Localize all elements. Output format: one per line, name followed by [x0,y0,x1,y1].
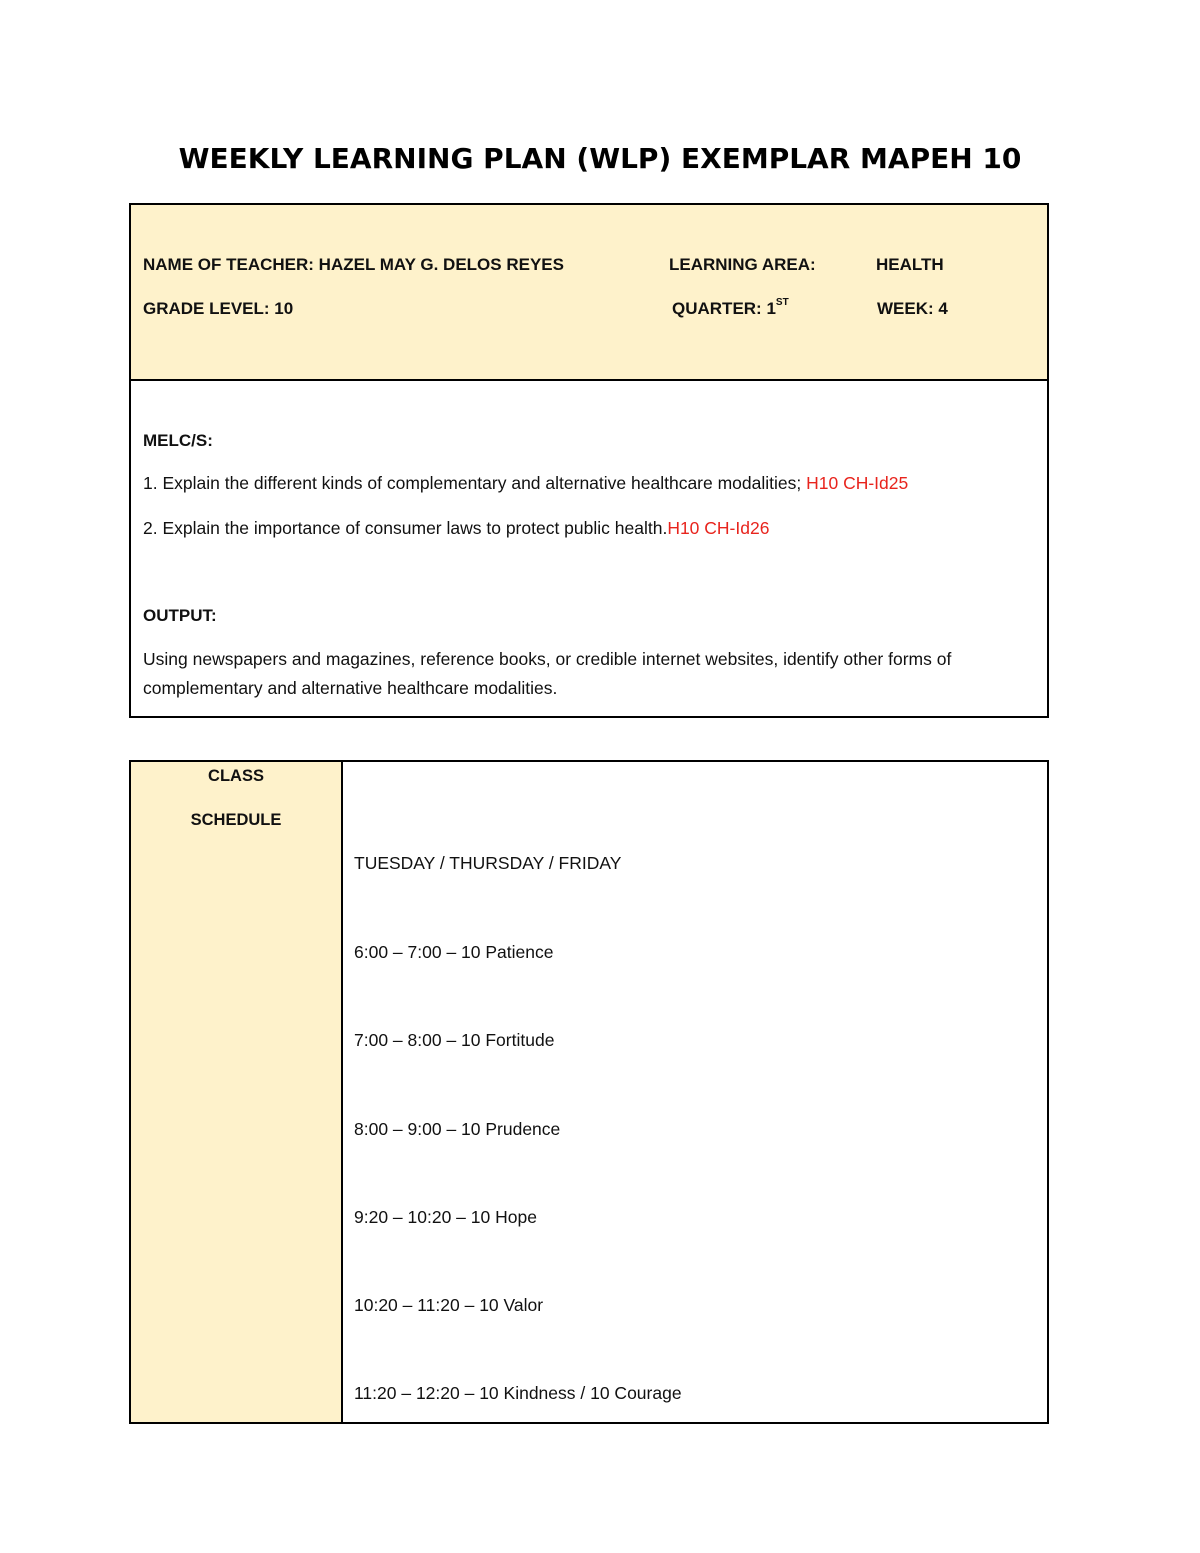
melc-item-1-text: 1. Explain the different kinds of complementary and alternative healthcare modalities; [143,473,807,493]
melc-item-1 [143,473,908,494]
output-text: Using newspapers and magazines, reference books, or credible internet websites, identify other forms of complementary and alternative healthcare modalities. [143,649,952,698]
melc-label: MELC/S: [143,431,213,450]
schedule-days: TUESDAY / THURSDAY / FRIDAY [354,853,622,873]
grade-level: GRADE LEVEL: 10 [143,299,294,318]
quarter-suffix: ST [775,297,789,309]
melc-item-2-text: 2. Explain the importance of consumer laws to protect public health. [143,518,668,538]
schedule-label-line1: CLASS [208,767,264,785]
melc-item-2 [143,518,769,539]
schedule-slot: 11:20 – 12:20 – 10 Kindness / 10 Courage [354,1383,682,1403]
schedule-label-line2: SCHEDULE [190,811,282,829]
page-title: WEEKLY LEARNING PLAN (WLP) EXEMPLAR MAPEH 10 [178,142,1022,175]
teacher-name: NAME OF TEACHER: HAZEL MAY G. DELOS REYES [143,255,564,274]
melc-item-1-code: H10 CH-Id25 [806,473,909,493]
schedule-slot: 7:00 – 8:00 – 10 Fortitude [354,1030,555,1050]
learning-area-value: HEALTH [876,255,944,274]
melc-item-2-code: H10 CH-Id26 [667,518,770,538]
schedule-slot: 6:00 – 7:00 – 10 Patience [354,942,554,962]
quarter-label: QUARTER: 1 [672,299,776,318]
schedule-slot: 8:00 – 9:00 – 10 Prudence [354,1119,561,1139]
schedule-slot: 10:20 – 11:20 – 10 Valor [354,1295,544,1315]
week: WEEK: 4 [877,299,948,318]
teacher-info-box [129,203,1049,381]
learning-area-label: LEARNING AREA: [669,255,816,274]
class-schedule-box [129,760,1049,1424]
output-label: OUTPUT: [143,606,217,625]
schedule-label-cell [131,762,343,1422]
melc-box [129,379,1049,718]
schedule-slot: 9:20 – 10:20 – 10 Hope [354,1207,537,1227]
quarter [672,299,789,319]
